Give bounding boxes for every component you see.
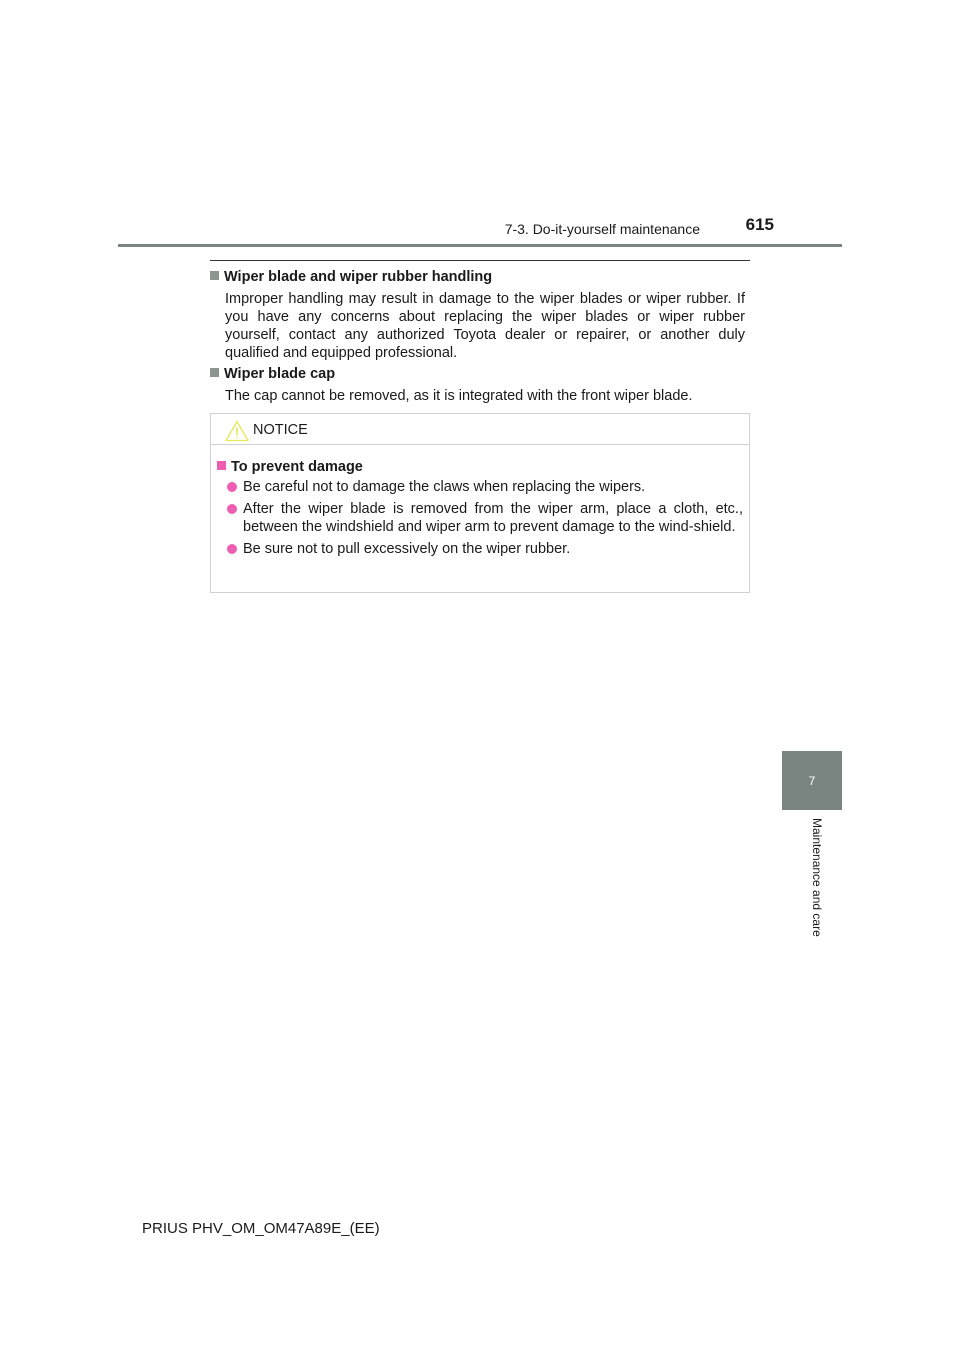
page-number: 615 (745, 215, 774, 234)
square-bullet-icon (217, 461, 226, 470)
chapter-tab: 7 (782, 751, 842, 810)
square-bullet-icon (210, 271, 219, 280)
running-header-section: 7-3. Do-it-yourself maintenance (504, 221, 700, 237)
section-title: Wiper blade cap (210, 365, 750, 383)
list-item: Be careful not to damage the claws when replacing the wipers. (227, 478, 743, 496)
notice-label: NOTICE (253, 422, 308, 438)
section-body: The cap cannot be removed, as it is integrated with the front wiper blade. (225, 388, 693, 404)
bullet-dot-icon (227, 482, 237, 492)
section-wiper-handling (210, 268, 750, 362)
section-title: Wiper blade and wiper rubber handling (210, 268, 750, 286)
notice-box (210, 413, 750, 593)
bullet-dot-icon (227, 504, 237, 514)
notice-bullet-list (227, 478, 743, 562)
section-body: Improper handling may result in damage to the wiper blades or wiper rubber. If you have any concerns about replacing the wiper blades or wiper rubber yourself, contact any authorized Toyota dealer or repairer, or another duly qualified and equipped professional. (225, 291, 745, 361)
section-wiper-cap (210, 365, 750, 405)
notice-title: To prevent damage (217, 458, 363, 476)
bullet-dot-icon (227, 544, 237, 554)
footer-document-code: PRIUS PHV_OM_OM47A89E_(EE) (142, 1220, 380, 1237)
header-rule (118, 244, 842, 247)
warning-triangle-icon (225, 420, 249, 442)
notice-header (211, 414, 749, 445)
list-item: Be sure not to pull excessively on the wiper rubber. (227, 540, 743, 558)
list-item: After the wiper blade is removed from the wiper arm, place a cloth, etc., between the windshield and wiper arm to prevent damage to the wind-shield. (227, 500, 743, 536)
square-bullet-icon (210, 368, 219, 377)
content-top-rule (210, 260, 750, 261)
chapter-title-vertical: Maintenance and care (810, 818, 824, 937)
